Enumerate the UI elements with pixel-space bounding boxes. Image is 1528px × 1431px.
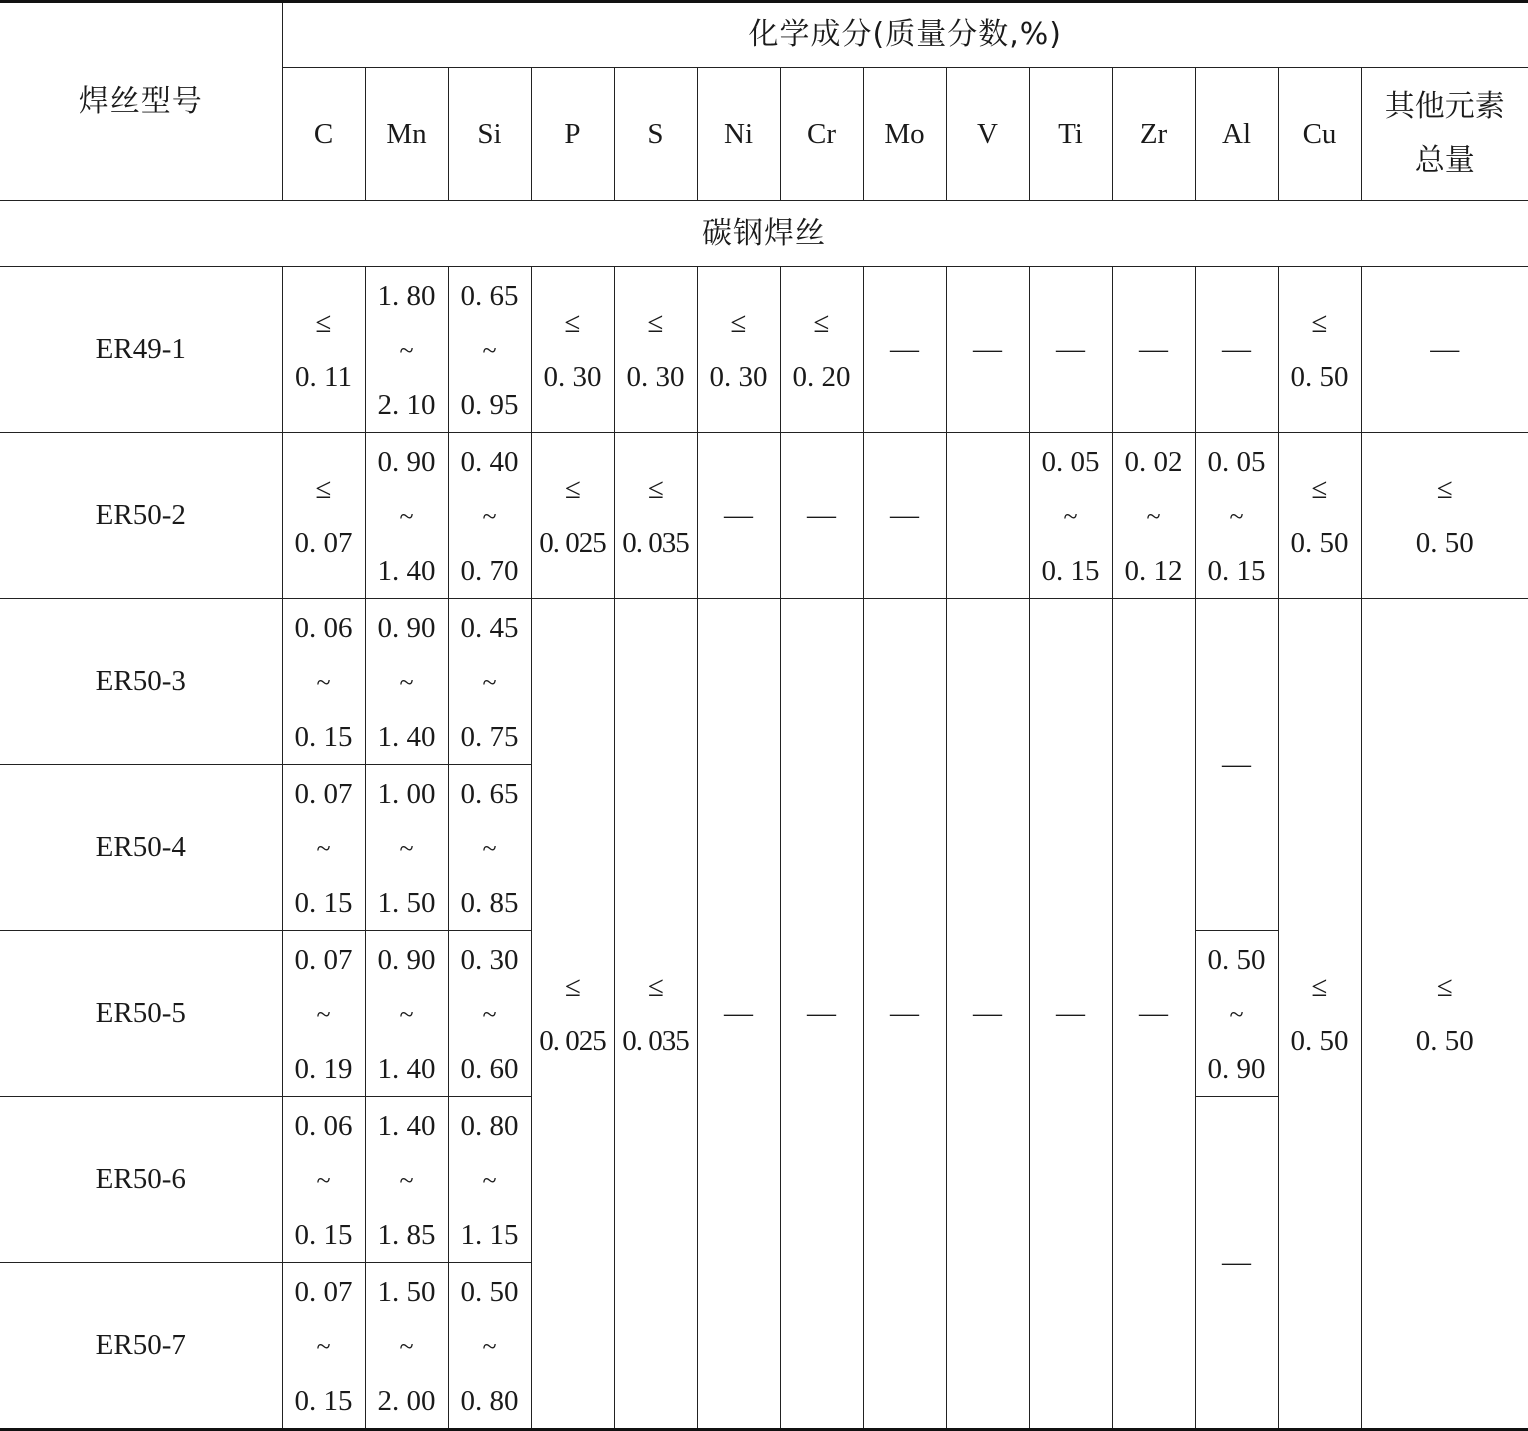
header-element-zr: Zr: [1112, 68, 1195, 201]
cell-mn: [365, 1263, 448, 1430]
cell-zr: [1112, 267, 1195, 433]
le-sign: ≤: [615, 960, 697, 1014]
cell-zr-merged: [1112, 599, 1195, 1430]
model-name: ER49-1: [0, 267, 282, 433]
cell-al-merged-upper: [1195, 599, 1278, 931]
value-min: 0. 07: [295, 779, 353, 809]
value-max: 0. 12: [1125, 556, 1183, 586]
value-max: 1. 40: [378, 1054, 436, 1084]
value-max: 0. 07: [283, 516, 365, 570]
value-max: 0. 95: [461, 390, 519, 420]
header-other-total: [1361, 68, 1528, 201]
cell-al: [1195, 267, 1278, 433]
value-max: 0. 15: [1042, 556, 1100, 586]
le-sign: ≤: [1362, 960, 1528, 1014]
tilde: ~: [399, 1166, 413, 1196]
le-sign: ≤: [615, 296, 697, 350]
value-min: 0. 40: [461, 447, 519, 477]
cell-mo-merged: [863, 599, 946, 1430]
header-other-line1: 其他元素: [1362, 80, 1528, 134]
dash: —: [890, 499, 919, 531]
model-name: ER50-6: [0, 1097, 282, 1263]
cell-cu: [1278, 267, 1361, 433]
tilde: ~: [316, 1166, 330, 1196]
dash: —: [1222, 1246, 1251, 1278]
dash: —: [1056, 997, 1085, 1029]
le-sign: ≤: [1279, 960, 1361, 1014]
tilde: ~: [399, 668, 413, 698]
cell-s: [614, 433, 697, 599]
tilde: ~: [316, 834, 330, 864]
tilde: ~: [482, 502, 496, 532]
tilde: ~: [482, 1166, 496, 1196]
value-max: 0. 025: [532, 516, 614, 570]
table-row: [0, 267, 1528, 433]
value-min: 0. 07: [295, 1277, 353, 1307]
value-max: 0. 025: [532, 1014, 614, 1068]
tilde: ~: [482, 834, 496, 864]
value-min: 0. 05: [1042, 447, 1100, 477]
le-sign: ≤: [283, 296, 365, 350]
header-element-cu: Cu: [1278, 68, 1361, 201]
value-max: 0. 15: [295, 1220, 353, 1250]
le-sign: ≤: [532, 960, 614, 1014]
header-element-ti: Ti: [1029, 68, 1112, 201]
tilde: ~: [1229, 502, 1243, 532]
value-max: 0. 15: [1208, 556, 1266, 586]
value-max: 1. 40: [378, 556, 436, 586]
tilde: ~: [399, 834, 413, 864]
cell-mn: [365, 931, 448, 1097]
tilde: ~: [316, 1332, 330, 1362]
value-min: 0. 50: [461, 1277, 519, 1307]
cell-other: [1361, 433, 1528, 599]
dash: —: [890, 333, 919, 365]
cell-cr: [780, 433, 863, 599]
cell-si: [448, 433, 531, 599]
cell-al-merged-lower: [1195, 1097, 1278, 1430]
cell-al: [1195, 931, 1278, 1097]
cell-cr-merged: [780, 599, 863, 1430]
cell-cr: [780, 267, 863, 433]
value-min: 0. 06: [295, 613, 353, 643]
value-min: 0. 90: [378, 447, 436, 477]
model-name: ER50-2: [0, 433, 282, 599]
dash: —: [1222, 333, 1251, 365]
cell-mn: [365, 267, 448, 433]
value-max: 0. 50: [1362, 1014, 1528, 1068]
cell-c: [282, 1263, 365, 1430]
le-sign: ≤: [1279, 296, 1361, 350]
value-min: 1. 80: [378, 281, 436, 311]
value-max: 0. 035: [615, 1014, 697, 1068]
cell-ti: [1029, 267, 1112, 433]
le-sign: ≤: [698, 296, 780, 350]
cell-mo: [863, 267, 946, 433]
cell-v-merged: [946, 599, 1029, 1430]
tilde: ~: [482, 1000, 496, 1030]
value-min: 0. 30: [461, 945, 519, 975]
dash: —: [724, 499, 753, 531]
header-element-mo: Mo: [863, 68, 946, 201]
header-other-line2: 总量: [1362, 134, 1528, 188]
value-max: 0. 50: [1279, 516, 1361, 570]
value-max: 0. 75: [461, 722, 519, 752]
header-composition-group: 化学成分(质量分数,%): [282, 2, 1528, 68]
dash: —: [1430, 333, 1459, 365]
value-max: 1. 15: [461, 1220, 519, 1250]
tilde: ~: [1146, 502, 1160, 532]
header-element-s: S: [614, 68, 697, 201]
cell-c: [282, 765, 365, 931]
value-max: 0. 70: [461, 556, 519, 586]
cell-mo: [863, 433, 946, 599]
tilde: ~: [399, 336, 413, 366]
value-min: 0. 02: [1125, 447, 1183, 477]
dash: —: [973, 997, 1002, 1029]
value-min: 0. 06: [295, 1111, 353, 1141]
value-max: 0. 50: [1279, 350, 1361, 404]
value-max: 0. 15: [295, 1386, 353, 1416]
tilde: ~: [316, 668, 330, 698]
cell-si: [448, 931, 531, 1097]
value-max: 1. 85: [378, 1220, 436, 1250]
cell-p: [531, 267, 614, 433]
cell-other-merged: [1361, 599, 1528, 1430]
tilde: ~: [1229, 1000, 1243, 1030]
cell-ni: [697, 267, 780, 433]
dash: —: [890, 997, 919, 1029]
header-element-mn: Mn: [365, 68, 448, 201]
tilde: ~: [1063, 502, 1077, 532]
cell-al: [1195, 433, 1278, 599]
cell-c: [282, 1097, 365, 1263]
cell-si: [448, 267, 531, 433]
value-min: 0. 05: [1208, 447, 1266, 477]
dash: —: [807, 997, 836, 1029]
value-min: 0. 90: [378, 945, 436, 975]
cell-c: [282, 267, 365, 433]
le-sign: ≤: [532, 296, 614, 350]
cell-mn: [365, 765, 448, 931]
value-max: 0. 11: [283, 350, 365, 404]
dash: —: [1056, 333, 1085, 365]
cell-c: [282, 599, 365, 765]
value-min: 1. 40: [378, 1111, 436, 1141]
value-min: 0. 07: [295, 945, 353, 975]
value-max: 0. 30: [698, 350, 780, 404]
value-max: 0. 50: [1279, 1014, 1361, 1068]
dash: —: [1222, 748, 1251, 780]
header-element-cr: Cr: [780, 68, 863, 201]
model-name: ER50-5: [0, 931, 282, 1097]
section-title: 碳钢焊丝: [0, 201, 1528, 267]
dash: —: [807, 499, 836, 531]
header-element-si: Si: [448, 68, 531, 201]
model-name: ER50-4: [0, 765, 282, 931]
header-element-al: Al: [1195, 68, 1278, 201]
header-element-v: V: [946, 68, 1029, 201]
tilde: ~: [399, 502, 413, 532]
dash: —: [1139, 997, 1168, 1029]
cell-s-merged: [614, 599, 697, 1430]
table-row: [0, 599, 1528, 765]
value-min: 0. 45: [461, 613, 519, 643]
cell-ni: [697, 433, 780, 599]
value-max: 0. 15: [295, 722, 353, 752]
dash: —: [973, 333, 1002, 365]
cell-v: [946, 433, 1029, 599]
cell-cu: [1278, 433, 1361, 599]
tilde: ~: [399, 1000, 413, 1030]
value-max: 1. 50: [378, 888, 436, 918]
cell-mn: [365, 433, 448, 599]
header-element-c: C: [282, 68, 365, 201]
le-sign: ≤: [1362, 462, 1528, 516]
le-sign: ≤: [283, 462, 365, 516]
cell-si: [448, 765, 531, 931]
value-min: 1. 50: [378, 1277, 436, 1307]
value-min: 0. 50: [1208, 945, 1266, 975]
cell-si: [448, 1263, 531, 1430]
header-model: 焊丝型号: [0, 2, 282, 201]
value-min: 1. 00: [378, 779, 436, 809]
cell-si: [448, 1097, 531, 1263]
tilde: ~: [482, 336, 496, 366]
header-element-p: P: [531, 68, 614, 201]
value-max: 0. 50: [1362, 516, 1528, 570]
cell-c: [282, 931, 365, 1097]
value-max: 0. 60: [461, 1054, 519, 1084]
le-sign: ≤: [1279, 462, 1361, 516]
cell-p: [531, 433, 614, 599]
value-max: 1. 40: [378, 722, 436, 752]
value-min: 0. 65: [461, 779, 519, 809]
model-name: ER50-3: [0, 599, 282, 765]
value-max: 0. 30: [532, 350, 614, 404]
value-max: 0. 30: [615, 350, 697, 404]
value-max: 0. 85: [461, 888, 519, 918]
cell-cu-merged: [1278, 599, 1361, 1430]
dash: —: [1139, 333, 1168, 365]
tilde: ~: [482, 668, 496, 698]
le-sign: ≤: [532, 462, 614, 516]
cell-v: [946, 267, 1029, 433]
value-max: 0. 80: [461, 1386, 519, 1416]
header-element-ni: Ni: [697, 68, 780, 201]
value-min: 0. 65: [461, 281, 519, 311]
value-min: 0. 80: [461, 1111, 519, 1141]
value-max: 0. 90: [1208, 1054, 1266, 1084]
le-sign: ≤: [781, 296, 863, 350]
cell-zr: [1112, 433, 1195, 599]
dash: —: [724, 997, 753, 1029]
tilde: ~: [399, 1332, 413, 1362]
cell-mn: [365, 1097, 448, 1263]
cell-ti: [1029, 433, 1112, 599]
cell-mn: [365, 599, 448, 765]
cell-s: [614, 267, 697, 433]
tilde: ~: [316, 1000, 330, 1030]
value-max: 0. 15: [295, 888, 353, 918]
table-row: [0, 433, 1528, 599]
cell-other: [1361, 267, 1528, 433]
cell-ti-merged: [1029, 599, 1112, 1430]
cell-si: [448, 599, 531, 765]
value-max: 0. 19: [295, 1054, 353, 1084]
cell-ni-merged: [697, 599, 780, 1430]
value-max: 2. 10: [378, 390, 436, 420]
le-sign: ≤: [615, 462, 697, 516]
value-min: 0. 90: [378, 613, 436, 643]
model-name: ER50-7: [0, 1263, 282, 1430]
value-max: 0. 035: [615, 516, 697, 570]
cell-c: [282, 433, 365, 599]
value-max: 2. 00: [378, 1386, 436, 1416]
value-max: 0. 20: [781, 350, 863, 404]
cell-p-merged: [531, 599, 614, 1430]
tilde: ~: [482, 1332, 496, 1362]
